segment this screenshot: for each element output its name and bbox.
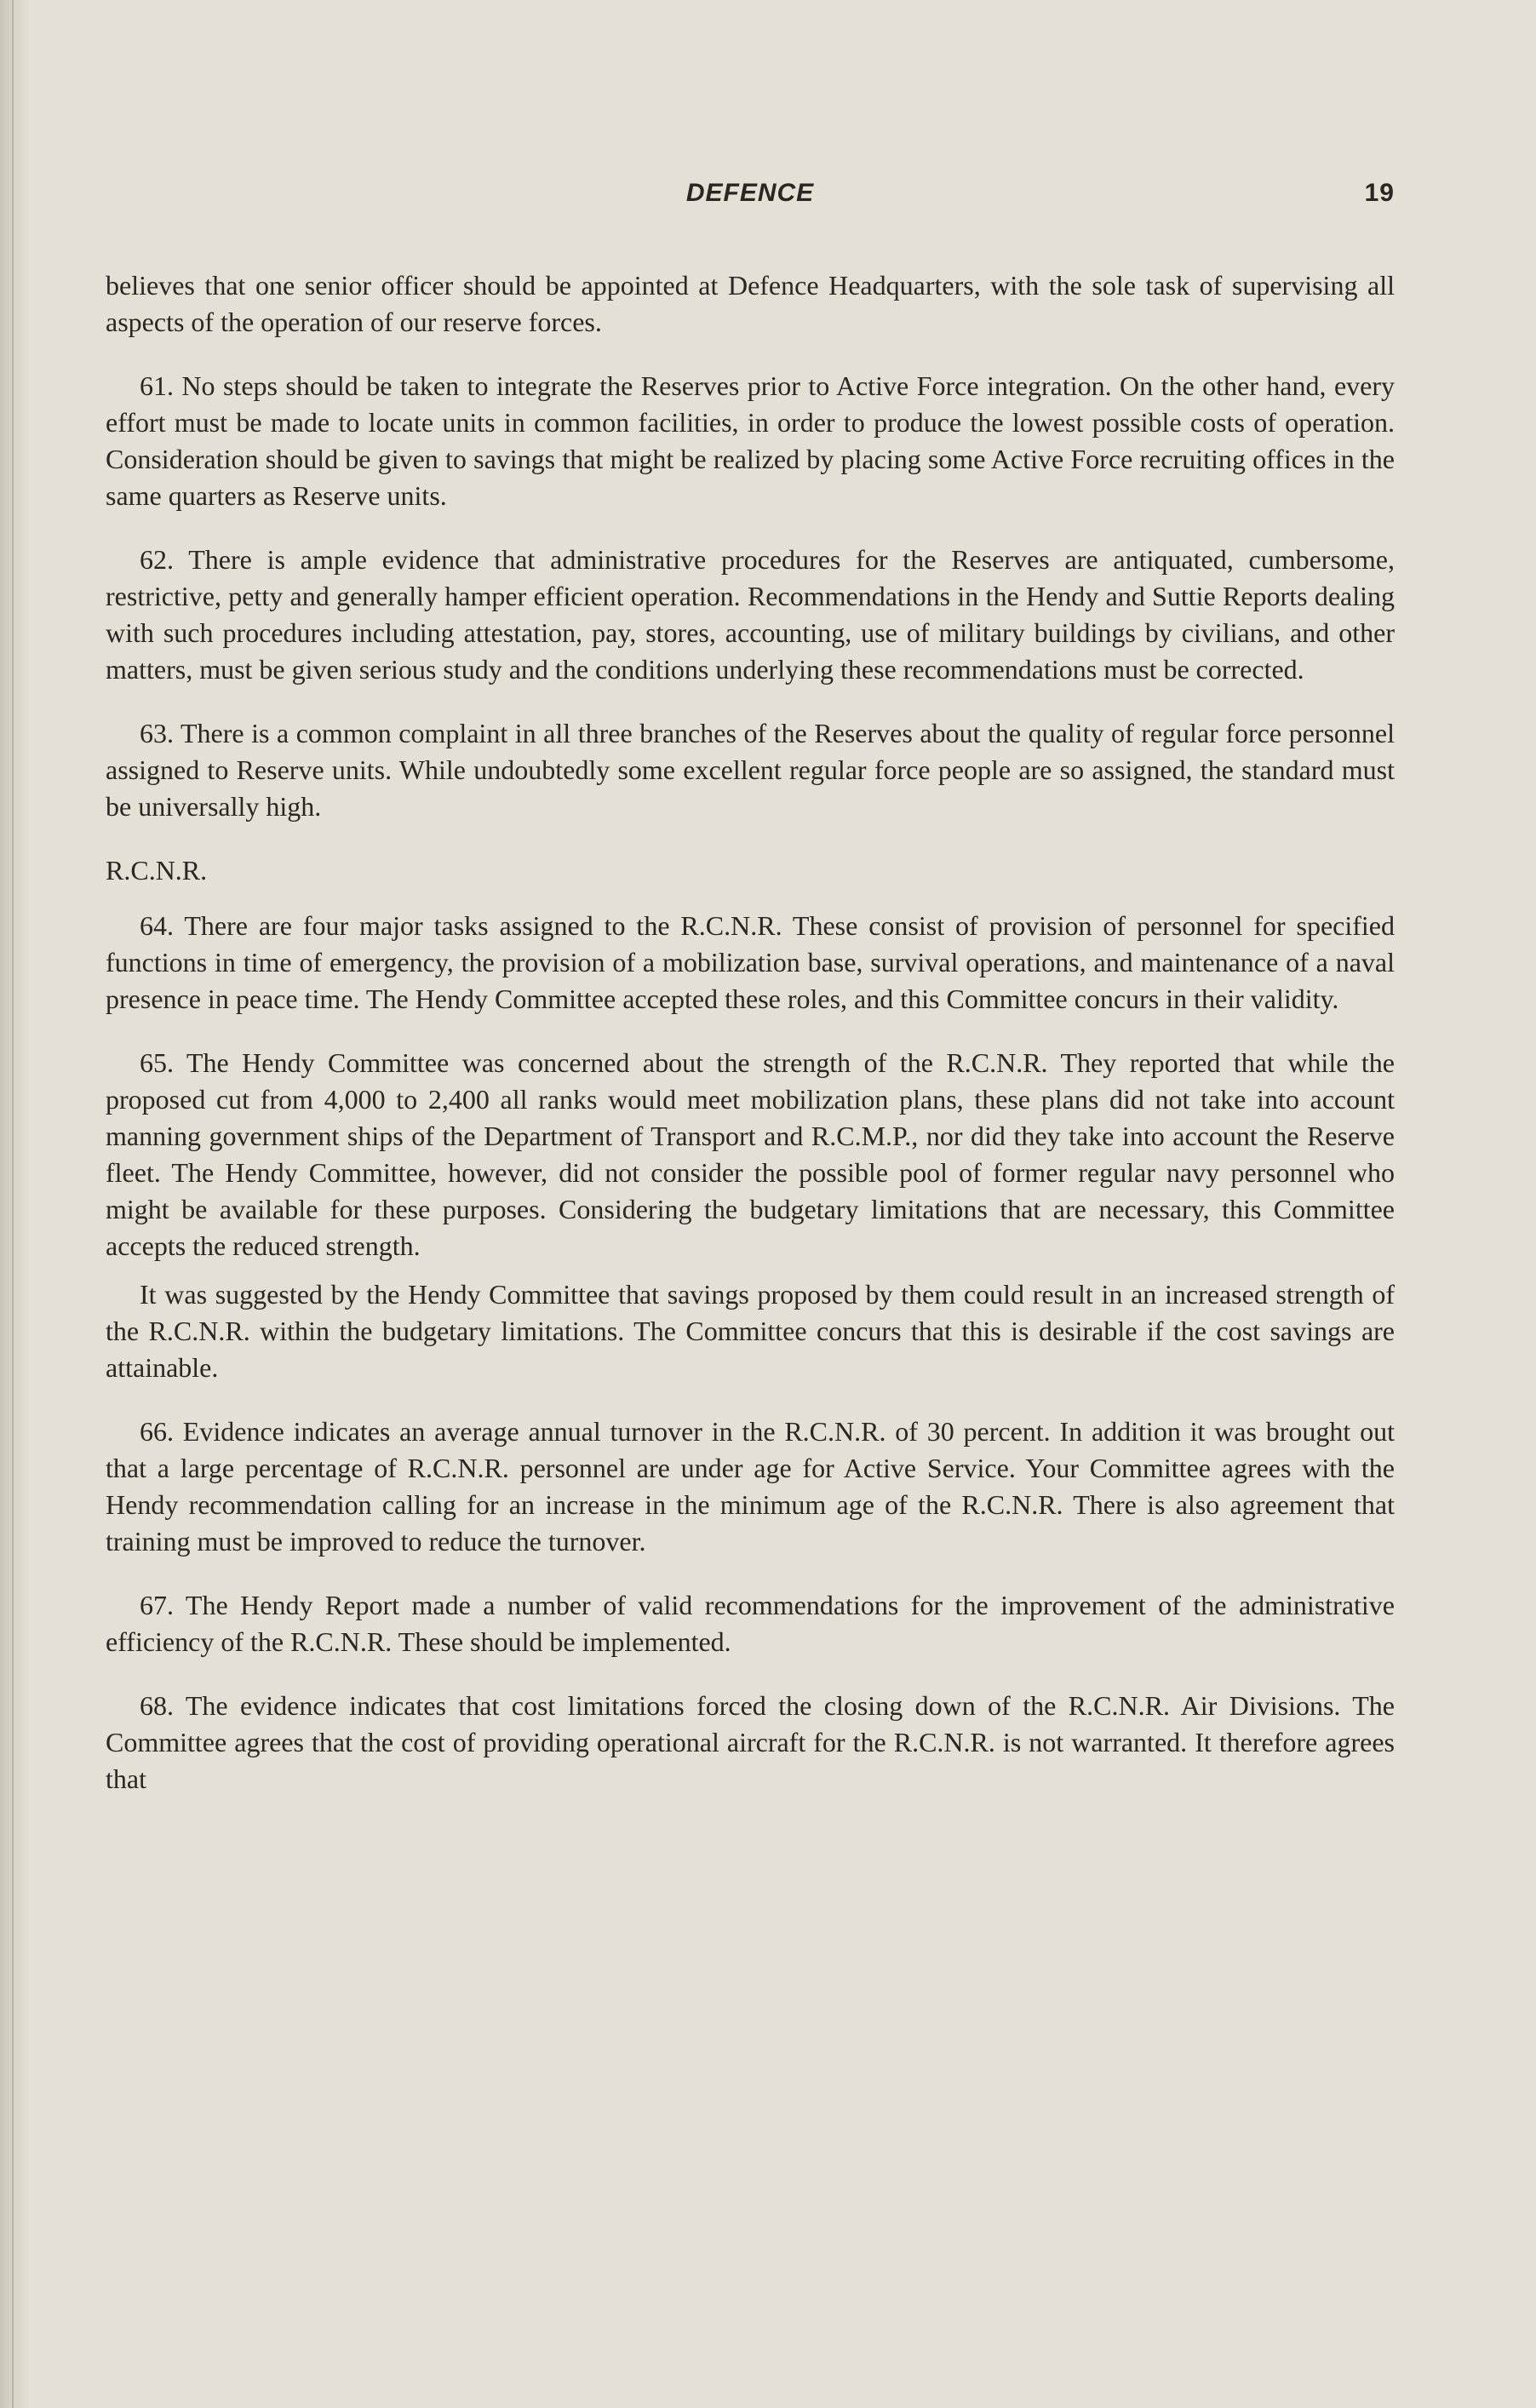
paragraph-continued: believes that one senior officer should be appointed at Defence Headquarters, with the sole task of supervising all aspects of the operation of our reserve forces.: [106, 270, 1395, 337]
page-number: 19: [1364, 179, 1395, 207]
paragraph-62: 62. There is ample evidence that administrative procedures for the Reserves are antiquated, cumbersome, restrictive, petty and generally hamper efficient operation. Recommendations in the Hendy and Suttie Reports dealing with such procedures including attestation, pay, stores, accounting, use of military buildings by civilians, and other matters, must be given serious study and the conditions underlying these recommendations must be corrected.: [106, 544, 1395, 685]
running-title: DEFENCE: [685, 179, 815, 207]
paragraph-68: 68. The evidence indicates that cost limitations forced the closing down of the R.C.N.R. Air Divisions. The Committee agrees that the cost of providing operational aircraft for the R.C.N.R. is not warranted. It therefore agrees that: [106, 1690, 1395, 1794]
paragraph-66: 66. Evidence indicates an average annual turnover in the R.C.N.R. of 30 percent. In addition it was brought out that a large percentage of R.C.N.R. personnel are under age for Active Service. Your Committee agrees with the Hendy recommendation calling for an increase in the minimum age of the R.C.N.R. There is also agreement that training must be improved to reduce the turnover.: [106, 1416, 1395, 1557]
paragraph-64: 64. There are four major tasks assigned to the R.C.N.R. These consist of provision of personnel for specified functions in time of emergency, the provision of a mobilization base, survival operations, and maintenance of a naval presence in peace time. The Hendy Committee accepted these roles, and this Committee concurs in their validity.: [106, 910, 1395, 1014]
paragraph-61: 61. No steps should be taken to integrate the Reserves prior to Active Force integration. On the other hand, every effort must be made to locate units in common facilities, in order to produce the lowest possible costs of operation. Consideration should be given to savings that might be realized by placing some Active Force recruiting offices in the same quarters as Reserve units.: [106, 370, 1395, 511]
paragraph-63: 63. There is a common complaint in all three branches of the Reserves about the quality of regular force personnel assigned to Reserve units. While undoubtedly some excellent regular force people are so assigned, the standard must be universally high.: [106, 718, 1395, 822]
book-spine-shadow: [0, 0, 29, 2408]
page-header: [106, 179, 1395, 221]
section-heading-rcnr: R.C.N.R.: [106, 855, 208, 886]
document-page: [106, 179, 1395, 1825]
paragraph-65: 65. The Hendy Committee was concerned about the strength of the R.C.N.R. They reported that while the proposed cut from 4,000 to 2,400 all ranks would meet mobilization plans, these plans did not take into account manning government ships of the Department of Transport and R.C.M.P., nor did they take into account the Reserve fleet. The Hendy Committee, however, did not consider the possible pool of former regular navy personnel who might be available for these purposes. Considering the budgetary limitations that are necessary, this Committee accepts the reduced strength.: [106, 1047, 1395, 1261]
paragraph-67: 67. The Hendy Report made a number of valid recommendations for the improvement of the administrative efficiency of the R.C.N.R. These should be implemented.: [106, 1590, 1395, 1657]
body-text: [106, 267, 1395, 1797]
paragraph-65-continued: It was suggested by the Hendy Committee that savings proposed by them could result in an increased strength of the R.C.N.R. within the budgetary limitations. The Committee concurs that this is desirable if the cost savings are attainable.: [106, 1279, 1395, 1383]
